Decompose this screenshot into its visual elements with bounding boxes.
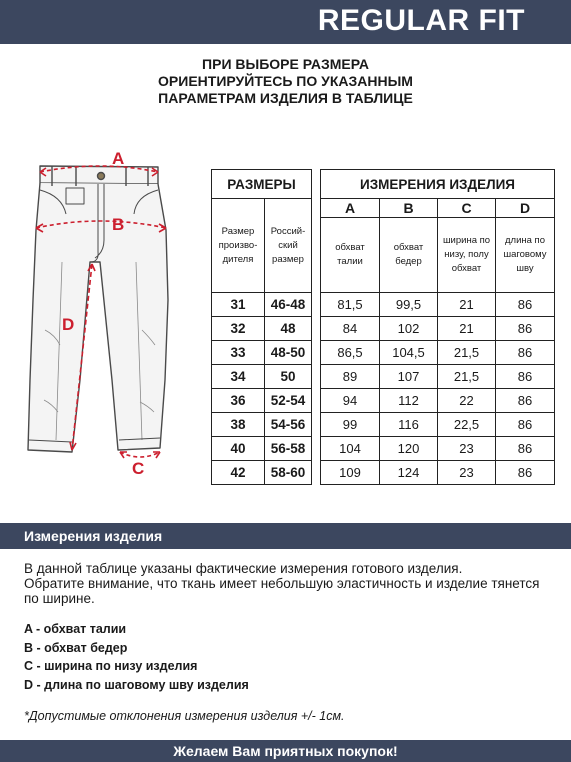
notes-line: Обратите внимание, что ткань имеет небольшую эластичность и изделие тянется (24, 576, 540, 591)
table-row (212, 317, 555, 341)
cell-d: 86 (496, 413, 555, 437)
notes-line: В данной таблице указаны фактические измерения готового изделия. (24, 561, 463, 576)
col-letter-b: B (380, 199, 438, 218)
cell-b: 107 (380, 365, 438, 389)
legend-item: D - длина по шаговому шву изделия (24, 677, 249, 692)
jeans-diagram (0, 140, 200, 480)
cell-maker-size: 40 (212, 437, 265, 461)
col-letter-c: C (438, 199, 496, 218)
tolerance-disclaimer: *Допустимые отклонения измерения изделия +/- 1см. (24, 709, 345, 723)
col-desc-d: длина по шаговому шву (496, 218, 555, 293)
cell-b: 99,5 (380, 293, 438, 317)
cell-maker-size: 38 (212, 413, 265, 437)
cell-d: 86 (496, 317, 555, 341)
cell-a: 109 (321, 461, 380, 485)
intro-line: ПАРАМЕТРАМ ИЗДЕЛИЯ В ТАБЛИЦЕ (158, 90, 413, 106)
cell-c: 22,5 (438, 413, 496, 437)
cell-b: 120 (380, 437, 438, 461)
cell-a: 89 (321, 365, 380, 389)
legend-item: A - обхват талии (24, 622, 127, 636)
table-row (212, 341, 555, 365)
cell-russian-size: 50 (265, 365, 312, 389)
cell-a: 84 (321, 317, 380, 341)
col-header-russian-size: Россий- ский размер (265, 199, 312, 293)
cell-a: 86,5 (321, 341, 380, 365)
col-letter-d: D (496, 199, 555, 218)
cell-b: 104,5 (380, 341, 438, 365)
cell-maker-size: 42 (212, 461, 265, 485)
cell-c: 23 (438, 461, 496, 485)
label-a: A (112, 149, 125, 168)
footer-band (0, 740, 571, 762)
measurement-legend (24, 622, 249, 696)
cell-russian-size: 48-50 (265, 341, 312, 365)
cell-d: 86 (496, 293, 555, 317)
cell-maker-size: 32 (212, 317, 265, 341)
header-band (0, 0, 571, 44)
cell-d: 86 (496, 389, 555, 413)
cell-d: 86 (496, 437, 555, 461)
col-desc-c: ширина по низу, полу обхват (438, 218, 496, 293)
measurements-header: ИЗМЕРЕНИЯ ИЗДЕЛИЯ (321, 170, 555, 199)
measure-c (120, 452, 160, 458)
cell-c: 21 (438, 293, 496, 317)
cell-maker-size: 33 (212, 341, 265, 365)
footer-text: Желаем Вам приятных покупок! (173, 743, 398, 759)
cell-russian-size: 56-58 (265, 437, 312, 461)
section-band (0, 523, 571, 549)
col-letter-a: A (321, 199, 380, 218)
label-c: C (132, 459, 145, 478)
cell-c: 21,5 (438, 365, 496, 389)
cell-maker-size: 36 (212, 389, 265, 413)
intro-line: ПРИ ВЫБОРЕ РАЗМЕРА (202, 56, 369, 72)
cell-russian-size: 54-56 (265, 413, 312, 437)
cell-russian-size: 48 (265, 317, 312, 341)
table-row (212, 437, 555, 461)
cell-russian-size: 46-48 (265, 293, 312, 317)
legend-item: B - обхват бедер (24, 640, 128, 655)
cell-c: 21,5 (438, 341, 496, 365)
cell-b: 112 (380, 389, 438, 413)
table-row (212, 293, 555, 317)
table-row (212, 413, 555, 437)
intro-text (0, 56, 571, 107)
col-header-maker-size: Размер произво- дителя (212, 199, 265, 293)
cell-d: 86 (496, 341, 555, 365)
cell-maker-size: 31 (212, 293, 265, 317)
cell-b: 124 (380, 461, 438, 485)
table-row (212, 461, 555, 485)
cell-d: 86 (496, 461, 555, 485)
cell-maker-size: 34 (212, 365, 265, 389)
cell-c: 23 (438, 437, 496, 461)
cell-a: 104 (321, 437, 380, 461)
table-row (212, 365, 555, 389)
cell-a: 81,5 (321, 293, 380, 317)
intro-line: ОРИЕНТИРУЙТЕСЬ ПО УКАЗАННЫМ (158, 73, 413, 89)
notes (24, 561, 554, 606)
col-desc-a: обхват талии (321, 218, 380, 293)
size-table (211, 169, 555, 485)
cell-c: 22 (438, 389, 496, 413)
cell-b: 116 (380, 413, 438, 437)
label-b: B (112, 215, 125, 234)
jeans-outline (28, 166, 168, 452)
notes-line: по ширине. (24, 591, 95, 606)
sizes-header: РАЗМЕРЫ (212, 170, 312, 199)
table-row (212, 389, 555, 413)
col-desc-b: обхват бедер (380, 218, 438, 293)
cell-a: 99 (321, 413, 380, 437)
page-title: REGULAR FIT (317, 4, 525, 37)
cell-russian-size: 52-54 (265, 389, 312, 413)
cell-russian-size: 58-60 (265, 461, 312, 485)
cell-c: 21 (438, 317, 496, 341)
section-title: Измерения изделия (24, 528, 163, 544)
cell-d: 86 (496, 365, 555, 389)
cell-a: 94 (321, 389, 380, 413)
cell-b: 102 (380, 317, 438, 341)
legend-item: C - ширина по низу изделия (24, 659, 198, 673)
label-d: D (62, 315, 75, 334)
